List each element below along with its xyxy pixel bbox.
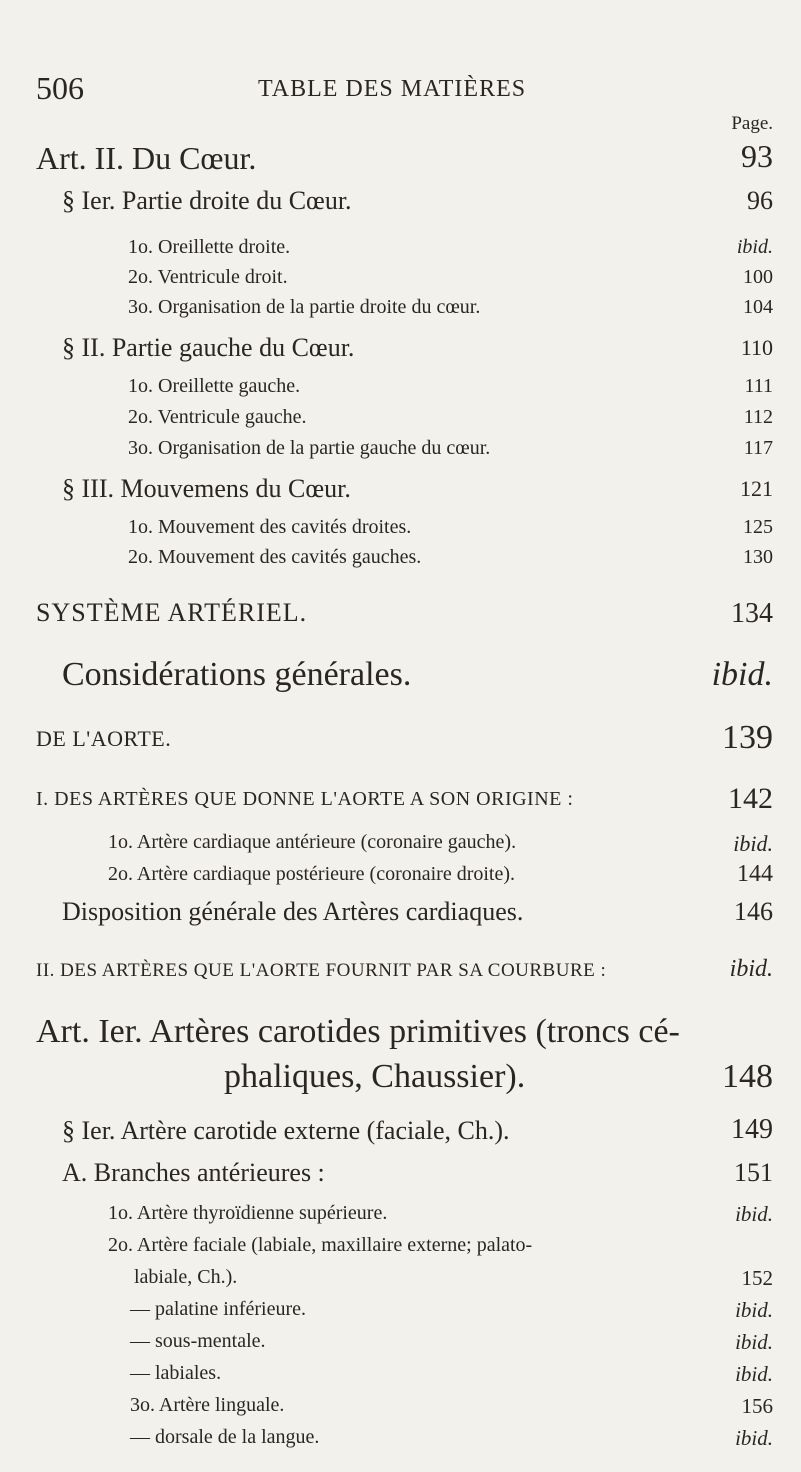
toc-entry-label: § Ier. Artère carotide externe (faciale, Ch.). [62,1116,510,1145]
toc-entry-page: ibid. [735,1362,773,1386]
toc-entry-label: A. Branches antérieures : [62,1158,325,1187]
toc-entry-label: — palatine inférieure. [130,1298,307,1320]
toc-entry-label: 2o. Ventricule droit. [128,266,288,288]
running-title: TABLE DES MATIÈRES [258,76,527,102]
toc-entry-page: 146 [734,897,773,926]
toc-entry-page: 96 [747,186,773,215]
toc-entry-label: phaliques, Chaussier). [224,1058,526,1095]
toc-entry-page: 134 [731,598,773,629]
page-number: 506 [36,70,84,106]
toc-entry-page: 149 [731,1114,773,1145]
toc-entry-page: 148 [722,1058,773,1095]
section-heading: SYSTÈME ARTÉRIEL. [36,598,308,627]
toc-entry-page: 110 [740,335,773,360]
toc-entry-page: 100 [743,266,773,288]
toc-entry-page: 144 [737,861,773,887]
section-heading: Considérations générales. [62,656,412,693]
page-column-label: Page. [731,113,773,134]
subsection-heading: II. DES ARTÈRES QUE L'AORTE FOURNIT PAR SA COURBURE : [36,960,607,981]
toc-entry-page: 142 [728,782,773,815]
toc-entry-page: 125 [743,516,773,538]
toc-entry-page: 139 [722,719,773,756]
toc-entry-page: 121 [740,476,773,501]
toc-entry-label: labiale, Ch.). [134,1266,238,1288]
toc-entry-label: — labiales. [130,1362,222,1384]
toc-entry-page: ibid. [736,236,773,258]
toc-entry-page: ibid. [733,831,773,856]
toc-entry-label: 1o. Artère cardiaque antérieure (coronaire gauche). [108,831,517,853]
toc-entry-page: 117 [743,437,773,459]
toc-entry-page: ibid. [735,1426,773,1450]
section-heading: DE L'AORTE. [36,726,172,751]
toc-entry-label: — sous-mentale. [130,1330,266,1352]
toc-entry-page: ibid. [729,956,773,982]
toc-entry-page: ibid. [711,656,773,693]
toc-entry-page: ibid. [735,1202,773,1226]
toc-entry-label: Disposition générale des Artères cardiaques. [62,897,524,926]
toc-entry-label: Art. II. Du Cœur. [36,140,257,176]
toc-entry-label: 3o. Organisation de la partie droite du cœur. [128,296,481,318]
toc-entry-label: 1o. Mouvement des cavités droites. [128,516,412,538]
toc-entry-label: Art. Ier. Artères carotides primitives (troncs cé- [36,1013,680,1050]
toc-entry-label: 3o. Artère linguale. [130,1394,285,1416]
toc-entry-page: 112 [743,406,773,428]
toc-entry-label: 2o. Artère cardiaque postérieure (coronaire droite). [108,863,516,885]
toc-entry-page: 111 [744,375,773,397]
toc-entry-page: ibid. [735,1298,773,1322]
toc-entry-label: 2o. Ventricule gauche. [128,406,307,428]
toc-entry-page: 130 [743,546,773,568]
toc-entry-page: ibid. [735,1330,773,1354]
toc-entry-label: 1o. Artère thyroïdienne supérieure. [108,1202,388,1224]
toc-entry-page: 152 [741,1266,773,1290]
toc-entry-label: § Ier. Partie droite du Cœur. [62,186,352,215]
toc-entry-label: § II. Partie gauche du Cœur. [62,333,355,362]
toc-entry-label: 2o. Mouvement des cavités gauches. [128,546,422,568]
toc-entry-label: 1o. Oreillette gauche. [128,375,301,397]
toc-entry-label: § III. Mouvemens du Cœur. [62,474,351,503]
toc-entry-label: 1o. Oreillette droite. [128,236,291,258]
toc-entry-label: 2o. Artère faciale (labiale, maxillaire externe; palato- [108,1234,533,1256]
toc-entry-page: 93 [741,138,773,174]
toc-entry-label: 3o. Organisation de la partie gauche du cœur. [128,437,491,459]
toc-entry-label: — dorsale de la langue. [130,1426,320,1448]
toc-entry-page: 104 [743,296,773,318]
subsection-heading: I. DES ARTÈRES QUE DONNE L'AORTE A SON ORIGINE : [36,788,574,810]
toc-entry-page: 151 [734,1158,773,1187]
toc-entry-page: 156 [741,1394,773,1418]
